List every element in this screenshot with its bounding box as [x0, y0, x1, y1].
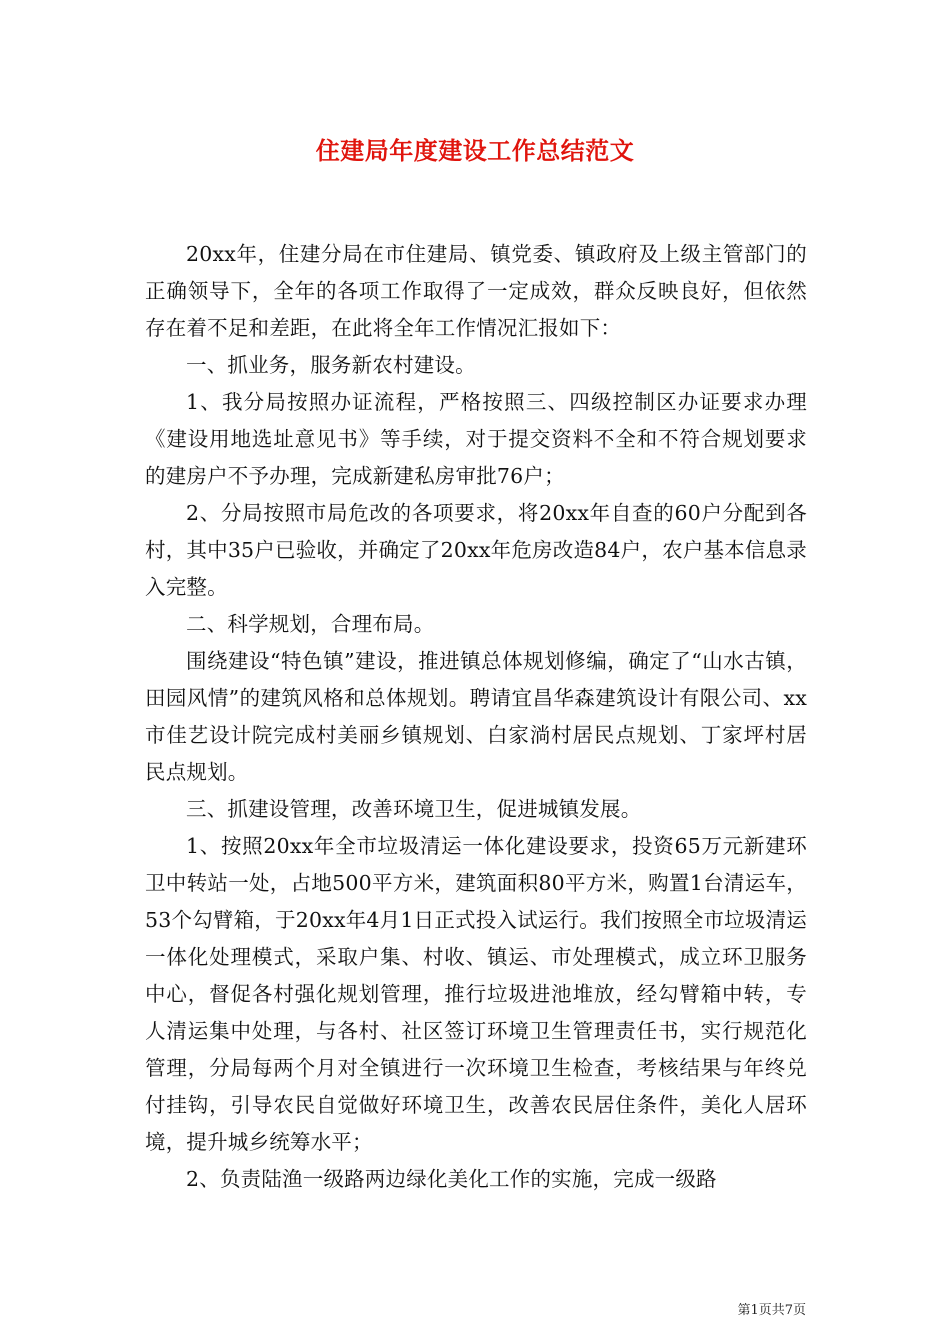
paragraph-1-2: 2、分局按照市局危改的各项要求，将20xx年自查的60户分配到各村，其中35户已验收，并确定了20xx年危房改造84户，农户基本信息录入完整。	[145, 501, 807, 599]
section-heading-2: 二、科学规划，合理布局。	[186, 612, 435, 636]
page-number: 第1页共7页	[737, 1303, 806, 1318]
document-body	[145, 236, 807, 1198]
section-heading-1: 一、抓业务，服务新农村建设。	[186, 353, 476, 377]
paragraph-intro: 20xx年，住建分局在市住建局、镇党委、镇政府及上级主管部门的正确领导下，全年的各项工作取得了一定成效，群众反映良好，但依然存在着不足和差距，在此将全年工作情况汇报如下：	[145, 242, 807, 340]
section-heading-3: 三、抓建设管理，改善环境卫生，促进城镇发展。	[186, 797, 642, 821]
paragraph-2: 围绕建设“特色镇”建设，推进镇总体规划修编，确定了“山水古镇，田园风情”的建筑风格和总体规划。聘请宜昌华森建筑设计有限公司、xx市佳艺设计院完成村美丽乡镇规划、白家淌村居民点规划、丁家坪村居民点规划。	[145, 649, 807, 784]
paragraph-1-1: 1、我分局按照办证流程，严格按照三、四级控制区办证要求办理《建设用地选址意见书》等手续，对于提交资料不全和不符合规划要求的建房户不予办理，完成新建私房审批76户；	[145, 390, 807, 488]
paragraph-3-1: 1、按照20xx年全市垃圾清运一体化建设要求，投资65万元新建环卫中转站一处，占地500平方米，建筑面积80平方米，购置1台清运车，53个勾臂箱，于20xx年4月1日正式投入试运行。我们按照全市垃圾清运一体化处理模式，采取户集、村收、镇运、市处理模式，成立环卫服务中心，督促各村强化规划管理，推行垃圾进池堆放，经勾臂箱中转，专人清运集中处理，与各村、社区签订环境卫生管理责任书，实行规范化管理，分局每两个月对全镇进行一次环境卫生检查，考核结果与年终兑付挂钩，引导农民自觉做好环境卫生，改善农民居住条件，美化人居环境，提升城乡统筹水平；	[145, 834, 807, 1154]
document-title: 住建局年度建设工作总结范文	[315, 136, 635, 165]
paragraph-3-2: 2、负责陆渔一级路两边绿化美化工作的实施，完成一级路	[186, 1167, 717, 1191]
